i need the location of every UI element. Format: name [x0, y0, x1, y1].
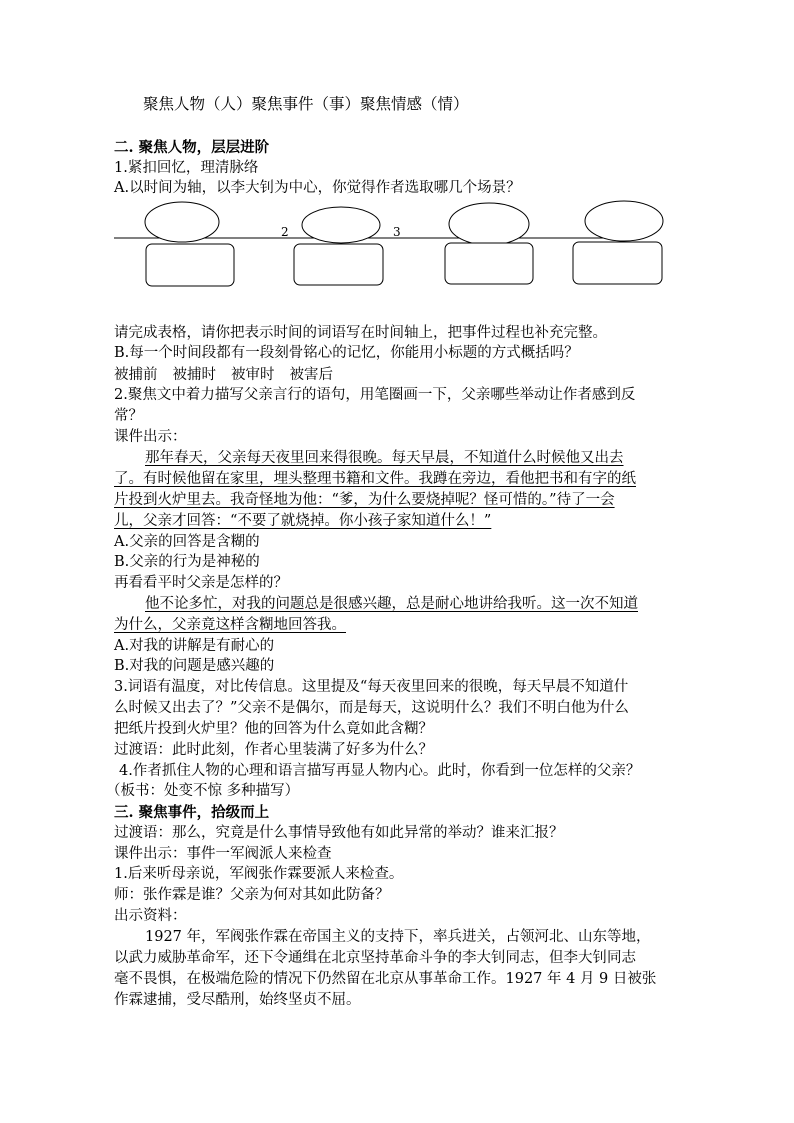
subtitle-row: [114, 366, 333, 385]
timeline-node-3: [445, 203, 533, 284]
material-line: 毫不畏惧，在极端危险的情况下仍然留在北京从事革命工作。1927 年 4 月 9 日被张: [114, 971, 657, 987]
timeline-node-1: [145, 202, 234, 286]
timeline-node-2: [294, 207, 383, 285]
subtitle-1: 被捕前: [114, 367, 158, 383]
option-a1: A.父亲的回答是含糊的: [114, 534, 260, 550]
item-4: 4.作者抓住人物的心理和语言描写再显人物内心。此时，你看到一位怎样的父亲？: [119, 763, 641, 779]
timeline-label: 3: [393, 225, 401, 239]
subtitle-2: 被捕时: [172, 367, 216, 383]
timeline-box: [445, 243, 533, 284]
timeline-label: 2: [281, 225, 289, 239]
again-text: 再看看平时父亲是怎样的？: [114, 575, 288, 591]
option-a2: A.对我的讲解是有耐心的: [114, 638, 275, 654]
item-2-line-2: 常？: [114, 408, 143, 424]
courseware-label: 课件出示：: [114, 429, 187, 445]
quote-2-line: 为什么，父亲竟这样含糊地回答我。: [114, 617, 346, 633]
subtitle-4: 被害后: [289, 367, 333, 383]
item-3-line: 把纸片投到火炉里？他的回答为什么竟如此含糊？: [114, 721, 433, 737]
material-line: 1927 年，军阀张作霖在帝国主义的支持下，率兵进关，占领河北、山东等地，: [145, 929, 651, 945]
section-2-title: 二. 聚焦人物，层层进阶: [114, 139, 270, 156]
option-b2: B.对我的问题是感兴趣的: [114, 658, 275, 674]
focus-heading: 聚焦人物（人）聚焦事件（事）聚焦情感（情）: [143, 95, 469, 113]
quote-2-line: 他不论多忙，对我的问题总是很感兴趣，总是耐心地讲给我听。这一次不知道: [145, 596, 638, 612]
item-3-line: 3.词语有温度，对比传信息。这里提及“每天夜里回来的很晚，每天早晨不知道什: [114, 679, 629, 695]
timeline-node-4: [573, 201, 663, 284]
subtitle-3: 被审时: [231, 367, 275, 383]
timeline-diagram: [0, 0, 794, 300]
board-note: （板书：处变不惊 多种描写）: [106, 783, 300, 799]
timeline-ellipse: [449, 203, 529, 245]
courseware-event: 课件出示：事件一军阀派人来检查: [114, 846, 332, 862]
timeline-box: [573, 242, 662, 284]
timeline-ellipse: [585, 201, 663, 241]
teacher-question: 师：张作霖是谁？父亲为何对其如此防备？: [114, 887, 390, 903]
quote-1-line: 片投到火炉里去。我奇怪地为他：“爹，为什么要烧掉呢？怪可惜的。”待了一会: [114, 492, 615, 508]
item-3-line: 么时候又出去了？”父亲不是偶尔，而是每天，这说明什么？我们不明白他为什么: [114, 700, 629, 716]
transition-2: 过渡语：那么，究竟是什么事情导致他有如此异常的举动？谁来汇报？: [114, 825, 564, 841]
timeline-ellipse: [145, 202, 219, 242]
transition-1: 过渡语：此时此刻，作者心里装满了好多为什么？: [114, 742, 433, 758]
timeline-box: [294, 244, 383, 285]
option-b1: B.父亲的行为是神秘的: [114, 554, 260, 570]
question-b: B.每一个时间段都有一段刻骨铭心的记忆，你能用小标题的方式概括吗？: [114, 345, 579, 361]
instruction-text: 请完成表格，请你把表示时间的词语写在时间轴上，把事件过程也补充完整。: [114, 325, 607, 341]
quote-1-line: 那年春天，父亲每天夜里回来得很晚。每天早晨，不知道什么时候他又出去: [145, 450, 624, 466]
quote-1-line: 儿，父亲才回答：“不要了就烧掉。你小孩子家知道什么！”: [114, 513, 492, 529]
material-line: 作霖逮捕，受尽酷刑，始终坚贞不屈。: [114, 992, 361, 1008]
section-3-item-1: 1.后来听母亲说，军阀张作霖要派人来检查。: [114, 866, 404, 882]
question-a: A.以时间为轴，以李大钊为中心，你觉得作者选取哪几个场景？: [114, 180, 521, 196]
quote-1-line: 了。有时候他留在家里，埋头整理书籍和文件。我蹲在旁边，看他把书和有字的纸: [114, 471, 636, 487]
item-1-title: 1.紧扣回忆，理清脉络: [114, 160, 259, 176]
timeline-box: [146, 244, 234, 286]
material-line: 以武力威胁革命军，还下令通缉在北京坚持革命斗争的李大钊同志，但李大钊同志: [114, 950, 636, 966]
item-2-line-1: 2.聚焦文中着力描写父亲言行的语句，用笔圈画一下，父亲哪些举动让作者感到反: [114, 387, 636, 403]
material-label: 出示资料：: [114, 908, 187, 924]
section-3-title: 三. 聚焦事件，拾级而上: [114, 804, 270, 821]
timeline-ellipse: [302, 207, 380, 243]
